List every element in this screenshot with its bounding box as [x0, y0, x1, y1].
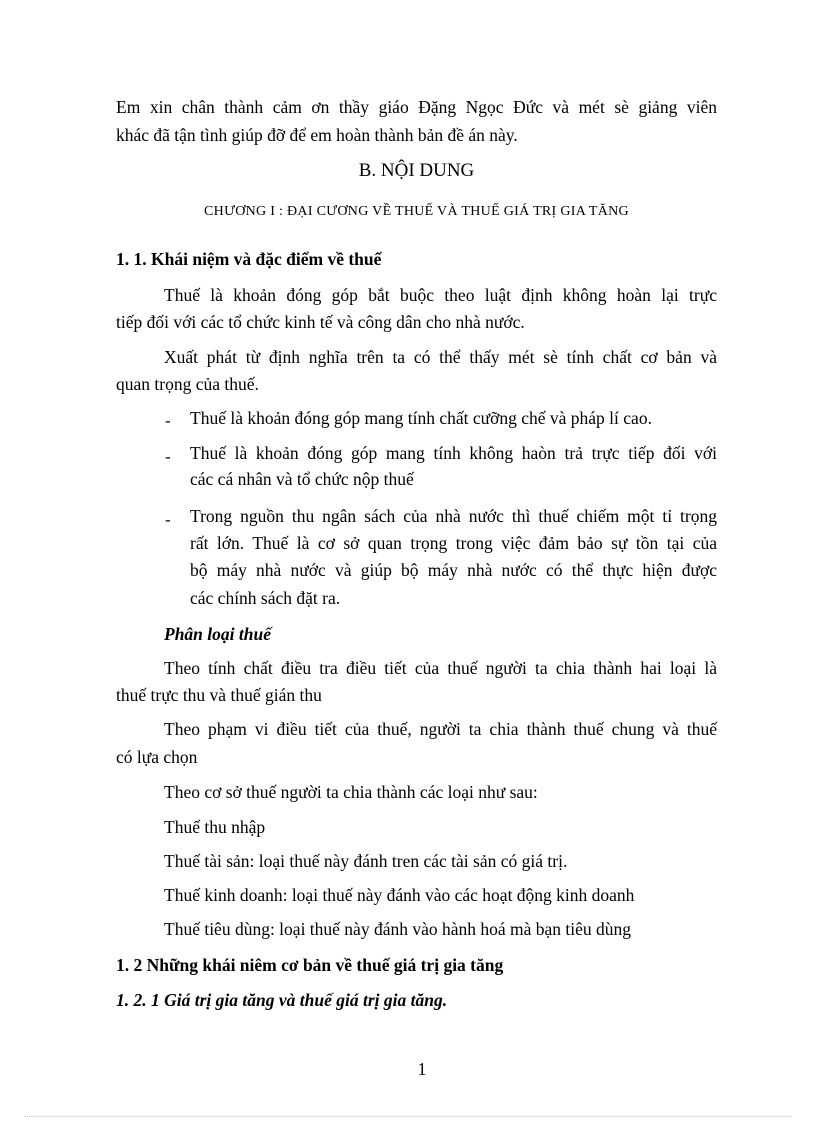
bullet-1-line-1: Thuế là khoản đóng góp mang tính chất cưỡng chế và pháp lí cao.	[190, 408, 652, 428]
class-para-2-line-2: có lựa chọn	[116, 747, 198, 767]
bullet-3-line-2: rất lớn. Thuế là cơ sở quan trọng trong việc đảm bảo sự tồn tại của	[190, 533, 717, 553]
tax-type-item: Thuế tài sản: loại thuế này đánh tren các tài sản có giá trị.	[164, 851, 568, 871]
bullet-3-line-3: bộ máy nhà nước và giúp bộ máy nhà nước có thể thực hiện được	[190, 560, 717, 580]
section-1-1-heading: 1. 1. Khái niệm và đặc điểm về thuế	[116, 249, 382, 269]
chapter-title: CHƯƠNG I : ĐẠI CƯƠNG VỀ THUẾ VÀ THUẾ GIÁ TRỊ GIA TĂNG	[204, 204, 629, 219]
bullet-dash: -	[165, 411, 171, 430]
page-bottom-divider	[24, 1116, 792, 1117]
class-para-3: Theo cơ sở thuế người ta chia thành các loại như sau:	[164, 782, 538, 802]
bullet-dash: -	[165, 510, 171, 529]
intro-line-1: Em xin chân thành cảm ơn thầy giáo Đặng Ngọc Đức và mét sè giảng viên	[116, 97, 717, 117]
section-1-2-1-heading: 1. 2. 1 Giá trị gia tăng và thuế giá trị gia tăng.	[116, 990, 448, 1010]
part-title: B. NỘI DUNG	[358, 160, 475, 181]
bullet-3-line-1: Trong nguồn thu ngân sách của nhà nước thì thuế chiếm một tỉ trọng	[190, 506, 717, 526]
class-para-1-line-1: Theo tính chất điều tra điều tiết của thuế người ta chia thành hai loại là	[164, 658, 717, 678]
para-definition-line-2: tiếp đối với các tổ chức kinh tế và công dân cho nhà nước.	[116, 312, 525, 332]
class-para-2-line-1: Theo phạm vi điều tiết của thuế, người ta chia thành thuế chung và thuế	[164, 719, 717, 739]
bullet-3-line-4: các chính sách đặt ra.	[190, 588, 341, 608]
para-properties-line-2: quan trọng của thuế.	[116, 374, 259, 394]
section-1-2-heading: 1. 2 Những khái niêm cơ bản về thuế giá trị gia tăng	[116, 955, 504, 975]
para-definition-line-1: Thuế là khoản đóng góp bắt buộc theo luật định không hoàn lại trực	[164, 285, 717, 305]
tax-type-item: Thuế tiêu dùng: loại thuế này đánh vào hành hoá mà bạn tiêu dùng	[164, 919, 632, 939]
page-number: 1	[417, 1059, 427, 1079]
para-properties-line-1: Xuất phát từ định nghĩa trên ta có thể thấy mét sè tính chất cơ bản và	[164, 347, 717, 367]
bullet-2-line-2: các cá nhân và tổ chức nộp thuế	[190, 469, 414, 489]
intro-line-2: khác đã tận tình giúp đỡ để em hoàn thành bản đề án này.	[116, 125, 518, 145]
tax-type-item: Thuế kinh doanh: loại thuế này đánh vào các hoạt động kinh doanh	[164, 885, 635, 905]
bullet-dash: -	[165, 447, 171, 466]
tax-type-item: Thuế thu nhập	[164, 817, 266, 837]
classification-heading: Phân loại thuế	[164, 624, 271, 644]
class-para-1-line-2: thuế trực thu và thuế gián thu	[116, 685, 322, 705]
bullet-2-line-1: Thuế là khoản đóng góp mang tính không haòn trả trực tiếp đối với	[190, 443, 717, 463]
